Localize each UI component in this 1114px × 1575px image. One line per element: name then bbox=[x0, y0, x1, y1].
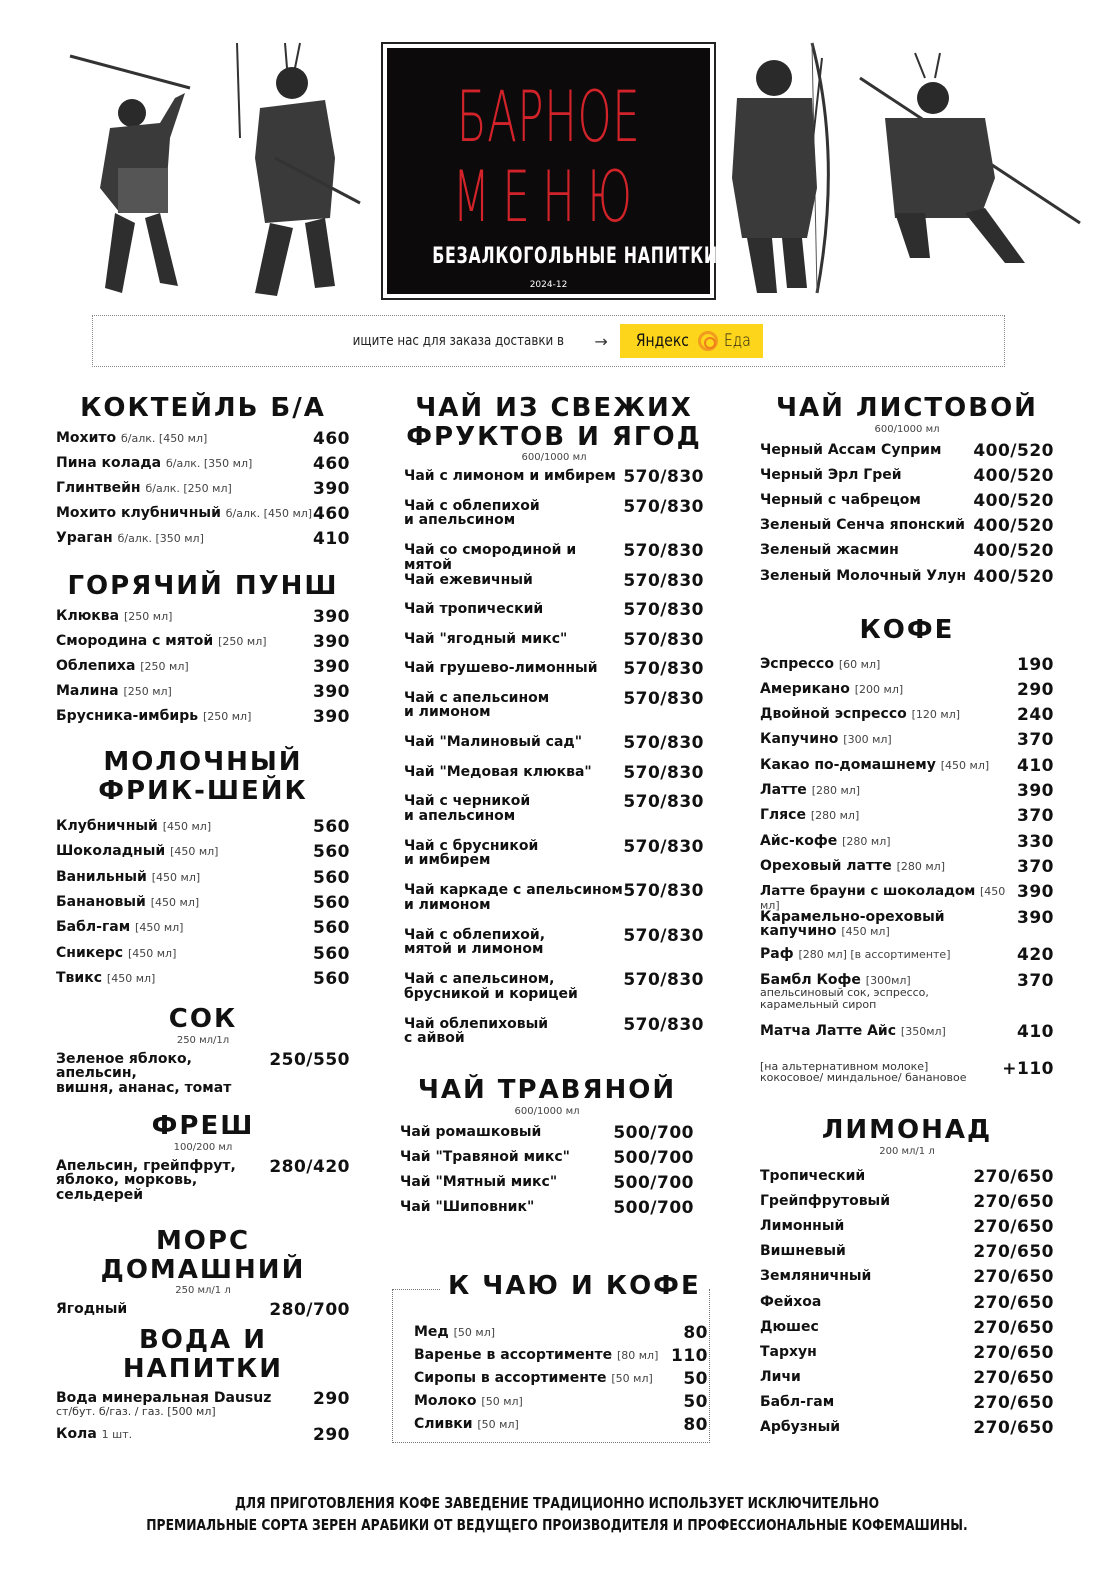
menu-item: Шоколадный [450 мл] 560 bbox=[56, 842, 350, 863]
samurai-sword-icon bbox=[225, 38, 365, 300]
section-milkshakes bbox=[56, 748, 350, 996]
menu-item: Бабл-гам 270/650 bbox=[760, 1393, 1054, 1414]
section-subtitle: 200 мл/1 л bbox=[879, 1145, 935, 1157]
menu-item: Какао по-домашнему [450 мл] 410 bbox=[760, 755, 1054, 776]
section-title: ЛИМОНАД bbox=[821, 1115, 993, 1145]
menu-item: Облепиха [250 мл] 390 bbox=[56, 656, 350, 677]
yandex-brand-product: Еда bbox=[723, 331, 751, 351]
section-cocktails bbox=[56, 394, 350, 556]
menu-item: Чай с лимоном и имбирем 570/830 bbox=[404, 467, 704, 488]
menu-item: Апельсин, грейпфрут, яблоко, морковь, сельдерей 280/420 bbox=[56, 1156, 350, 1203]
menu-item: Чай облепиховый с айвой 570/830 bbox=[404, 1014, 704, 1047]
menu-item: Бабл-гам [450 мл] 560 bbox=[56, 918, 350, 939]
section-lemonade bbox=[760, 1116, 1054, 1446]
section-title: ЧАЙ ТРАВЯНОЙ bbox=[417, 1075, 677, 1105]
menu-item: Матча Латте Айс [350мл] 410 bbox=[760, 1021, 1054, 1042]
section-hot-punch bbox=[56, 572, 350, 734]
menu-item: Лимонный 270/650 bbox=[760, 1216, 1054, 1237]
samurai-katana-illustration bbox=[60, 38, 200, 300]
menu-item: Клубничный [450 мл] 560 bbox=[56, 817, 350, 838]
menu-item: Бамбл Кофе [300мл] апельсиновый сок, эспрессо, карамельный сироп 370 bbox=[760, 970, 1054, 1011]
menu-item: Чай со смородиной и мятой 570/830 bbox=[404, 541, 704, 573]
menu-item: Личи 270/650 bbox=[760, 1368, 1054, 1389]
menu-item: Кола 1 шт. 290 bbox=[56, 1425, 350, 1446]
footer-line-2: ПРЕМИАЛЬНЫЕ СОРТА ЗЕРЕН АРАБИКИ ОТ ВЕДУЩЕГО ПРОИЗВОДИТЕЛЯ И ПРОФЕССИОНАЛЬНЫЕ КОФЕМАШИНЫ. bbox=[146, 1516, 968, 1534]
footer-note bbox=[0, 1492, 1114, 1536]
menu-item: Черный с чабрецом 400/520 bbox=[760, 490, 1054, 511]
menu-item: Банановый [450 мл] 560 bbox=[56, 893, 350, 914]
yandex-eda-badge[interactable] bbox=[620, 324, 763, 358]
arrow-right-icon: → bbox=[594, 331, 608, 351]
menu-item: Сиропы в ассортименте [50 мл] 50 bbox=[414, 1369, 708, 1389]
section-title: МОЛОЧНЫЙ ФРИК-ШЕЙК bbox=[98, 747, 308, 806]
menu-item: Чай грушево-лимонный 570/830 bbox=[404, 659, 704, 680]
section-subtitle: 250 мл/1л bbox=[176, 1034, 230, 1046]
menu-item: Карамельно-ореховый капучино [450 мл] 390 bbox=[760, 907, 1054, 940]
menu-item: Земляничный 270/650 bbox=[760, 1267, 1054, 1288]
menu-item: Чай "ягодный микс" 570/830 bbox=[404, 629, 704, 650]
menu-item: Пина колада б/алк. [350 мл] 460 bbox=[56, 453, 350, 474]
menu-item: Американо [200 мл] 290 bbox=[760, 679, 1054, 700]
menu-item: Глинтвейн б/алк. [250 мл] 390 bbox=[56, 478, 350, 499]
menu-item: Сникерс [450 мл] 560 bbox=[56, 943, 350, 964]
section-title: КОКТЕЙЛЬ Б/А bbox=[80, 393, 326, 423]
samurai-sword-illustration bbox=[225, 38, 365, 300]
menu-item: Сливки [50 мл] 80 bbox=[414, 1415, 708, 1435]
menu-item: Чай с облепихой, мятой и лимоном 570/830 bbox=[404, 925, 704, 958]
menu-item: Эспрессо [60 мл] 190 bbox=[760, 654, 1054, 675]
section-mors bbox=[56, 1227, 350, 1319]
section-juice bbox=[56, 1005, 350, 1096]
samurai-archer-illustration bbox=[722, 38, 842, 300]
menu-item: Грейпфрутовый 270/650 bbox=[760, 1191, 1054, 1212]
menu-item: Чай с апельсином и лимоном 570/830 bbox=[404, 688, 704, 721]
menu-item: Латте брауни с шоколадом [450 мл] 390 bbox=[760, 882, 1054, 913]
footer-line-1: ДЛЯ ПРИГОТОВЛЕНИЯ КОФЕ ЗАВЕДЕНИЕ ТРАДИЦИОННО ИСПОЛЬЗУЕТ ИСКЛЮЧИТЕЛЬНО bbox=[234, 1494, 880, 1512]
menu-item: Мед [50 мл] 80 bbox=[414, 1323, 708, 1343]
section-title: ЧАЙ ЛИСТОВОЙ bbox=[776, 393, 1038, 423]
menu-item: Двойной эспрессо [120 мл] 240 bbox=[760, 705, 1054, 726]
section-title: СОК bbox=[168, 1004, 238, 1034]
menu-item: Мохито б/алк. [450 мл] 460 bbox=[56, 428, 350, 449]
menu-item: Зеленое яблоко, апельсин, вишня, ананас, томат 250/550 bbox=[56, 1049, 350, 1096]
section-subtitle: 600/1000 мл bbox=[514, 1105, 580, 1117]
title-line-2: МЕНЮ bbox=[452, 156, 645, 238]
menu-item: Дюшес 270/650 bbox=[760, 1317, 1054, 1338]
menu-item: Черный Эрл Грей 400/520 bbox=[760, 465, 1054, 486]
menu-item: Чай с брусникой и имбирем 570/830 bbox=[404, 836, 704, 869]
section-subtitle: 600/1000 мл bbox=[521, 452, 587, 464]
menu-item: Молоко [50 мл] 50 bbox=[414, 1392, 708, 1412]
samurai-katana-icon bbox=[60, 38, 200, 300]
menu-item: Раф [280 мл] [в ассортименте] 420 bbox=[760, 944, 1054, 965]
yandex-eda-logo-icon bbox=[698, 331, 718, 351]
section-water-drinks bbox=[56, 1326, 350, 1444]
menu-item: Капучино [300 мл] 370 bbox=[760, 730, 1054, 751]
menu-item: Чай с облепихой и апельсином 570/830 bbox=[404, 496, 704, 529]
menu-item: Брусника-имбирь [250 мл] 390 bbox=[56, 706, 350, 727]
extras-title-wrap bbox=[440, 1272, 709, 1301]
menu-item: Чай ежевичный 570/830 bbox=[404, 570, 704, 591]
delivery-text: ищите нас для заказа доставки в bbox=[352, 333, 564, 349]
menu-item: Вишневый 270/650 bbox=[760, 1242, 1054, 1263]
section-fresh bbox=[56, 1112, 350, 1203]
menu-item: Чай тропический 570/830 bbox=[404, 600, 704, 621]
menu-title-box bbox=[381, 42, 716, 300]
menu-item: Тропический 270/650 bbox=[760, 1166, 1054, 1187]
menu-item: Фейхоа 270/650 bbox=[760, 1292, 1054, 1313]
section-herbal-tea bbox=[400, 1076, 694, 1225]
section-title: К ЧАЮ И КОФЕ bbox=[448, 1271, 701, 1301]
menu-item: Варенье в ассортименте [80 мл] 110 bbox=[414, 1346, 708, 1366]
menu-item: Твикс [450 мл] 560 bbox=[56, 968, 350, 989]
section-title: МОРС ДОМАШНИЙ bbox=[100, 1226, 306, 1285]
section-title: КОФЕ bbox=[859, 615, 955, 645]
menu-date: 2024-12 bbox=[529, 280, 568, 290]
menu-item: Зеленый Молочный Улун 400/520 bbox=[760, 566, 1054, 587]
samurai-naginata-icon bbox=[855, 38, 1085, 300]
section-subtitle: 250 мл/1 л bbox=[175, 1285, 231, 1297]
section-title: ФРЕШ bbox=[151, 1111, 255, 1141]
section-fruit-tea bbox=[404, 394, 704, 1053]
menu-item: Ягодный 280/700 bbox=[56, 1300, 350, 1321]
menu-item: Айс-кофе [280 мл] 330 bbox=[760, 831, 1054, 852]
menu-item: Глясе [280 мл] 370 bbox=[760, 806, 1054, 827]
menu-item: Латте [280 мл] 390 bbox=[760, 781, 1054, 802]
menu-subtitle: БЕЗАЛКОГОЛЬНЫЕ НАПИТКИ bbox=[432, 244, 718, 269]
section-coffee bbox=[760, 616, 1054, 1084]
section-subtitle: 600/1000 мл bbox=[874, 423, 940, 435]
section-title: ГОРЯЧИЙ ПУНШ bbox=[67, 571, 339, 601]
menu-item: Тархун 270/650 bbox=[760, 1342, 1054, 1363]
menu-item: Чай с черникой и апельсином 570/830 bbox=[404, 792, 704, 824]
menu-item: Чай ромашковый 500/700 bbox=[400, 1122, 694, 1143]
menu-item: Чай "Малиновый сад" 570/830 bbox=[404, 733, 704, 754]
title-line-1: БАРНОЕ bbox=[456, 76, 641, 158]
section-subtitle: 100/200 мл bbox=[173, 1141, 233, 1153]
menu-item: Черный Ассам Суприм 400/520 bbox=[760, 440, 1054, 461]
menu-title-panel bbox=[387, 48, 718, 294]
menu-item: Зеленый жасмин 400/520 bbox=[760, 541, 1054, 562]
menu-item: Мохито клубничный б/алк. [450 мл] 460 bbox=[56, 503, 350, 524]
menu-item: Чай "Мятный микс" 500/700 bbox=[400, 1172, 694, 1193]
menu-item: Малина [250 мл] 390 bbox=[56, 681, 350, 702]
menu-item: Чай "Травяной микс" 500/700 bbox=[400, 1147, 694, 1168]
menu-item: Зеленый Сенча японский 400/520 bbox=[760, 516, 1054, 537]
menu-item: Смородина с мятой [250 мл] 390 bbox=[56, 631, 350, 652]
section-title: ВОДА И НАПИТКИ bbox=[122, 1325, 284, 1384]
delivery-banner bbox=[92, 315, 1005, 367]
samurai-archer-icon bbox=[722, 38, 842, 300]
yandex-brand-name: Яндекс bbox=[635, 331, 689, 351]
menu-item: Клюква [250 мл] 390 bbox=[56, 606, 350, 627]
menu-item: Ураган б/алк. [350 мл] 410 bbox=[56, 528, 350, 549]
section-extras bbox=[414, 1325, 708, 1440]
menu-item: Чай "Шиповник" 500/700 bbox=[400, 1197, 694, 1218]
menu-item: Арбузный 270/650 bbox=[760, 1418, 1054, 1439]
alt-milk-option: [на альтернативном молоке] кокосовое/ миндальное/ банановое +110 bbox=[760, 1058, 1054, 1085]
section-leaf-tea bbox=[760, 394, 1054, 594]
menu-item: Ванильный [450 мл] 560 bbox=[56, 867, 350, 888]
menu-item: Чай каркаде с апельсином и лимоном 570/830 bbox=[404, 881, 704, 913]
samurai-naginata-illustration bbox=[855, 38, 1085, 300]
menu-item: Чай "Медовая клюква" 570/830 bbox=[404, 762, 704, 783]
menu-item: Ореховый латте [280 мл] 370 bbox=[760, 856, 1054, 877]
menu-item: Чай с апельсином, брусникой и корицей 570/830 bbox=[404, 970, 704, 1002]
section-title: ЧАЙ ИЗ СВЕЖИХ ФРУКТОВ И ЯГОД bbox=[406, 393, 702, 452]
menu-item: Вода минеральная Dausuz ст/бут. б/газ. / газ. [500 мл] 290 bbox=[56, 1389, 350, 1418]
